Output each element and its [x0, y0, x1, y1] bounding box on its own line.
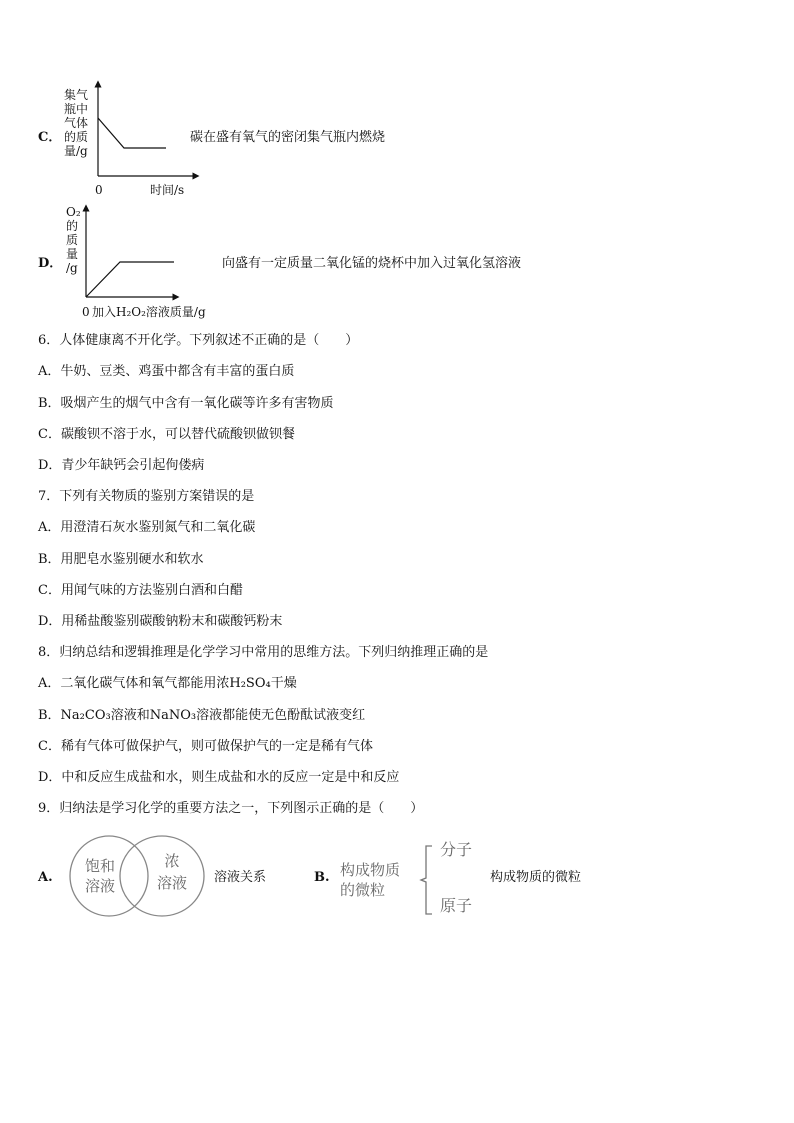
particle-category-line: 构成物质 — [340, 861, 401, 879]
q6-option-a: A．牛奶、豆类、鸡蛋中都含有丰富的蛋白质 — [38, 364, 295, 379]
q7-option-a: A．用澄清石灰水鉴别氮气和二氧化碳 — [38, 520, 256, 535]
q8-option-c: C．稀有气体可做保护气，则可做保护气的一定是稀有气体 — [38, 739, 373, 754]
particle-molecule: 分子 — [440, 840, 473, 859]
q9-stem: 9．归纳法是学习化学的重要方法之一，下列图示正确的是（ ） — [38, 801, 424, 816]
brace-icon — [418, 840, 438, 920]
venn-label-line: 浓 — [164, 852, 180, 870]
particle-category — [340, 860, 400, 900]
venn-label-concentrated — [150, 850, 194, 894]
q7-stem: 7．下列有关物质的鉴别方案错误的是 — [38, 489, 255, 504]
graph-d — [80, 204, 180, 302]
venn-label-line: 饱和 — [84, 857, 115, 875]
option-c-label: C． — [38, 130, 62, 145]
graph-d-ylabel-line: O₂ — [66, 205, 81, 219]
q9-option-b-label: B. — [314, 870, 330, 885]
graph-d-ylabel-line: /g — [66, 261, 78, 275]
graph-c-xlabel: 时间/s — [150, 183, 185, 197]
venn-label-saturated — [78, 856, 122, 896]
graph-d-origin: 0 — [82, 305, 90, 319]
q6-stem: 6．人体健康离不开化学。下列叙述不正确的是（ ） — [38, 333, 359, 348]
graph-d-ylabel-line: 的 — [66, 219, 79, 233]
q8-option-b: B．Na₂CO₃溶液和NaNO₃溶液都能使无色酚酞试液变红 — [38, 708, 366, 723]
graph-c-ylabel-line: 集气 — [64, 88, 89, 102]
option-c-desc: 碳在盛有氧气的密闭集气瓶内燃烧 — [190, 130, 386, 145]
graph-c — [92, 78, 202, 182]
q8-option-a: A．二氧化碳气体和氧气都能用浓H₂SO₄干燥 — [38, 676, 297, 691]
q9-option-a-label: A. — [38, 870, 53, 885]
option-d-label: D． — [38, 256, 63, 271]
q6-option-d: D．青少年缺钙会引起佝偻病 — [38, 458, 205, 473]
q6-option-c: C．碳酸钡不溶于水，可以替代硫酸钡做钡餐 — [38, 427, 295, 442]
graph-c-ylabel-line: 气体 — [64, 116, 89, 130]
q8-option-d: D．中和反应生成盐和水，则生成盐和水的反应一定是中和反应 — [38, 770, 400, 785]
q7-option-b: B．用肥皂水鉴别硬水和软水 — [38, 552, 204, 567]
graph-c-ylabel-line: 瓶中 — [64, 102, 89, 116]
q8-stem: 8．归纳总结和逻辑推理是化学学习中常用的思维方法。下列归纳推理正确的是 — [38, 645, 489, 660]
q9-option-b-desc: 构成物质的微粒 — [490, 870, 582, 885]
graph-d-ylabel-line: 量 — [66, 247, 79, 261]
q7-option-c: C．用闻气味的方法鉴别白酒和白醋 — [38, 583, 243, 598]
venn-label-line: 溶液 — [156, 874, 187, 892]
graph-d-xlabel: 加入H₂O₂溶液质量/g — [92, 305, 206, 319]
q6-option-b: B．吸烟产生的烟气中含有一氧化碳等许多有害物质 — [38, 396, 334, 411]
graph-d-curve — [86, 262, 174, 297]
particle-category-line: 的微粒 — [340, 881, 386, 899]
graph-c-origin: 0 — [95, 183, 103, 197]
option-d-desc: 向盛有一定质量二氧化锰的烧杯中加入过氧化氢溶液 — [222, 256, 522, 271]
graph-d-ylabel-line: 质 — [66, 233, 79, 247]
particle-atom: 原子 — [440, 896, 473, 915]
graph-c-ylabel — [64, 88, 94, 158]
graph-c-ylabel-line: 的质 — [64, 130, 89, 144]
q9-option-a-desc: 溶液关系 — [214, 870, 267, 885]
graph-c-curve — [98, 118, 166, 148]
venn-label-line: 溶液 — [84, 877, 115, 895]
graph-c-ylabel-line: 量/g — [64, 144, 88, 158]
q7-option-d: D．用稀盐酸鉴别碳酸钠粉末和碳酸钙粉末 — [38, 614, 283, 629]
